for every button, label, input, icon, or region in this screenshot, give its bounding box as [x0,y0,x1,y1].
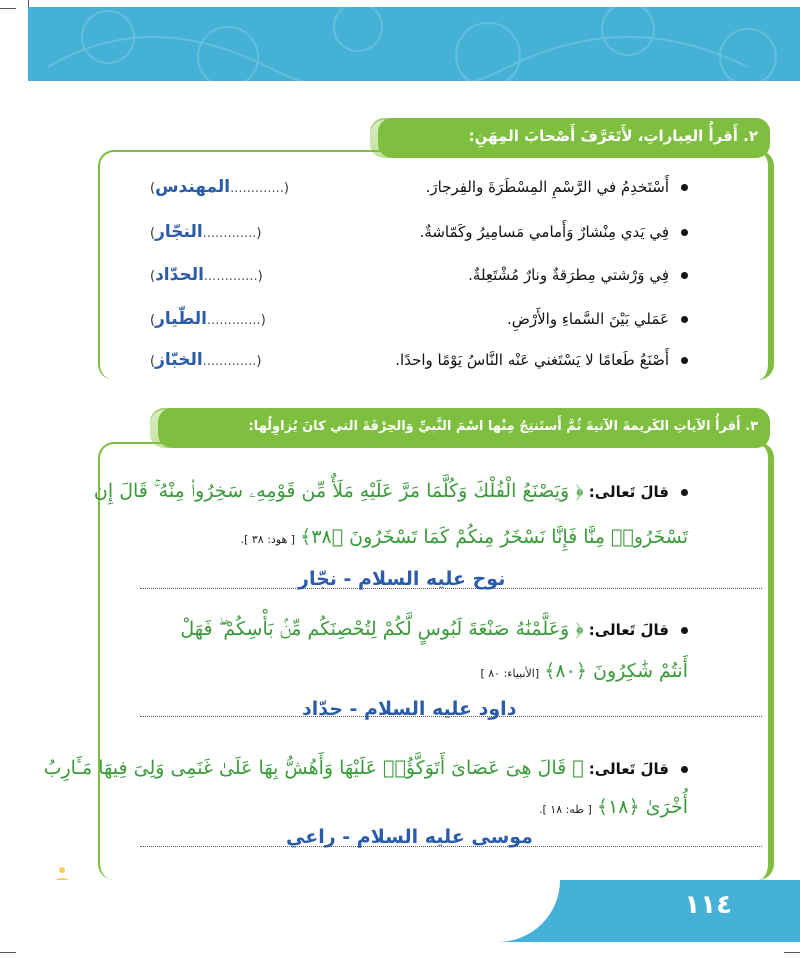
verse-line: أُخْرَىٰ ﴿١٨﴾ [596,796,688,818]
bullet-icon [681,316,688,323]
dots: ............. [230,181,284,196]
list-item [468,265,688,284]
dots: ............. [202,354,257,369]
statement-text: فِي وَرْشتي مِطرَقةٌ ونارٌ مُشْتَعِلةٌ. [468,266,669,284]
crop-mark [0,952,16,953]
handwritten-answer: المهندس [155,177,231,197]
qal-label: قالَ تَعالى: [588,760,669,778]
bullet-icon [681,184,688,191]
answer-slot [150,177,289,197]
answer-slot [150,350,261,370]
handwritten-answer: داود عليه السلام - حدّاد [302,698,517,720]
qal-label: قالَ تَعالى: [588,483,669,501]
list-item [395,350,688,369]
statement-text: عَمَلي بَيْنَ السَّماءِ والأَرْضِ. [506,310,669,328]
bullet-icon [681,489,688,496]
answer-slot [150,309,266,329]
verse-line: أَنتُمْ شَٰكِرُونَ ﴿٨٠﴾ [544,660,688,682]
verse-item-line2 [539,796,688,818]
bullet-icon [681,357,688,364]
verse-item-line2 [241,526,688,548]
verse-line: ﴿ وَعَلَّمْنَٰهُ صَنْعَةَ لَبُوسٍ لَّكُمْ لِتُحْصِنَكُم مِّنۢ بَأْسِكُمْ ۖ فَهَلْ [180,618,584,640]
verse-line: تَسْخَرُوا۟ مِنَّا فَإِنَّا نَسْخَرُ مِنكُمْ كَمَا تَسْخَرُونَ ﴿٣٨﴾ [300,526,688,548]
handwritten-answer: الخبّاز [155,350,203,370]
page-number: ١١٤ [684,890,732,920]
dots: ............. [203,269,258,284]
statement-text: أَصْنَعُ طَعامًا لا يَسْتَغني عَنْه النَّاسُ يَوْمًا واحدًا. [395,351,669,369]
answer-slot [150,222,261,242]
verse-item-line2 [480,660,688,682]
verse-line: ﴿ وَيَصْنَعُ الْفُلْكَ وَكُلَّمَا مَرَّ عَلَيْهِ مَلَأٌ مِّن قَوْمِهِۦ سَخِرُوا۟ مِنْهُ ۚ قَالَ إِن [93,480,584,502]
dots: ............. [202,226,257,241]
verse-line: ﴿ قَالَ هِىَ عَصَاىَ أَتَوَكَّؤُا۟ عَلَيْهَا وَأَهُشُّ بِهَا عَلَىٰ غَنَمِى وَلِىَ فِيهَا مَـَٔارِبُ [43,757,584,779]
list-item [507,309,688,328]
paren-open: ( [256,226,262,241]
bullet-icon [681,627,688,634]
paren-open: ( [283,181,289,196]
paren-open: ( [256,354,262,369]
section-2-title: ٢. أَقرأُ العِباراتِ، لأَتَعَرَّفَ أَصْحابَ المِهَنِ: [468,127,758,145]
paren-open: ( [260,313,266,328]
paren-close: ) [150,269,156,284]
paren-close: ) [150,354,156,369]
handwritten-answer: النجّار [155,222,203,242]
footer-curve [0,880,560,942]
statement-text: أَسْتَخدِمُ في الرَّسْمِ المِسْطَرَةَ والفِرجارَ. [425,178,669,196]
paren-close: ) [150,313,156,328]
paren-open: ( [257,269,263,284]
dots: ............. [206,313,261,328]
section-3-title: ٣. أَقرأُ الآياتِ الكَريمةَ الآتيةَ ثُمَّ أَستَنتِجُ مِنْها اسْمَ النَّبيِّ وَالحِرْفَةَ التي كانَ يُزاوِلُها: [248,419,758,434]
paren-close: ) [150,226,156,241]
list-item [420,222,688,241]
footer-band [0,880,800,942]
handwritten-answer: نوح عليه السلام - نجّار [298,568,506,590]
header-decorative-band [28,7,800,81]
verse-reference: [ هود: ٣٨ ]. [240,533,296,546]
paren-close: ) [150,181,156,196]
bullet-icon [681,229,688,236]
verse-item [44,757,688,779]
answer-slot [150,265,263,285]
arabesque-pattern-icon [28,7,800,81]
qal-label: قالَ تَعالى: [588,621,669,639]
crop-mark [0,8,16,9]
handwritten-answer: الطّيار [155,309,207,329]
crop-mark [784,952,800,953]
bullet-icon [681,766,688,773]
handwritten-answer: موسى عليه السلام - راعي [286,826,533,848]
handwritten-answer: الحدّاد [155,265,204,285]
statement-text: فِي يَدي مِنْشارٌ وَأَمامي مَسامِيرُ وكَمّاشةٌ. [419,223,669,241]
bullet-icon [681,272,688,279]
verse-item [94,480,688,502]
list-item [426,177,688,196]
verse-reference: [الأنبياء: ٨٠ ] [480,667,540,680]
verse-reference: [ طه: ١٨ ]. [539,803,592,816]
verse-item [180,618,688,640]
